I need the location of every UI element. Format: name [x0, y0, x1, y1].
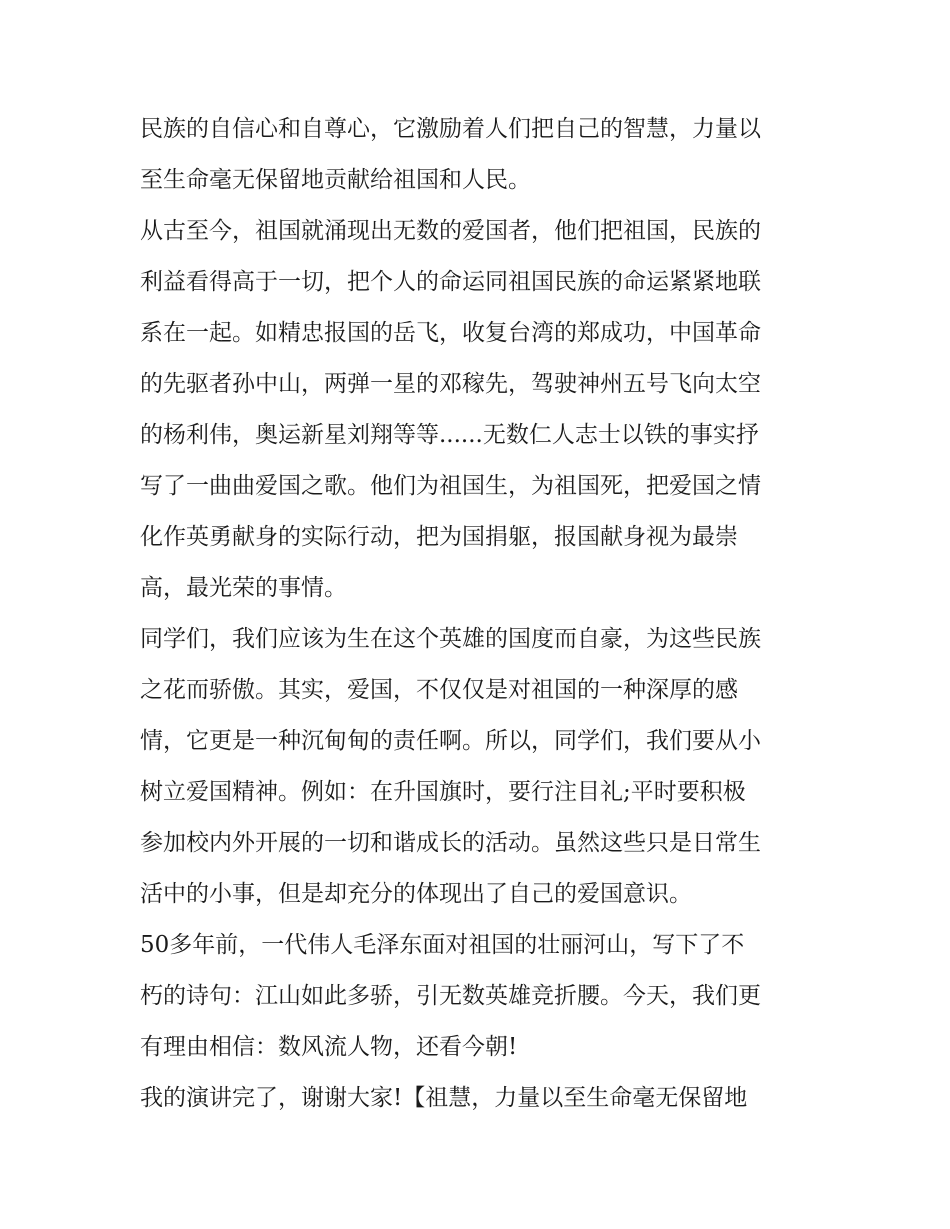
text-line: 民族的自信心和自尊心，它激励着人们把自己的智慧，力量以 — [140, 116, 761, 142]
text-line: 同学们，我们应该为生在这个英雄的国度而自豪，为这些民族 — [140, 626, 761, 652]
text-line: 有理由相信：数风流人物，还看今朝! — [140, 1034, 518, 1060]
text-line: 写了一曲曲爱国之歌。他们为祖国生，为祖国死，把爱国之情 — [140, 473, 761, 499]
text-line: 利益看得高于一切，把个人的命运同祖国民族的命运紧紧地联 — [140, 269, 761, 295]
text-line: 的先驱者孙中山，两弹一星的邓稼先，驾驶神州五号飞向太空 — [140, 371, 761, 397]
text-line: 朽的诗句：江山如此多骄，引无数英雄竞折腰。今天，我们更 — [140, 983, 761, 1009]
text-line: 参加校内外开展的一切和谐成长的活动。虽然这些只是日常生 — [140, 830, 761, 856]
text-line: 系在一起。如精忠报国的岳飞，收复台湾的郑成功，中国革命 — [140, 320, 761, 346]
text-line: 从古至今，祖国就涌现出无数的爱国者，他们把祖国，民族的 — [140, 218, 761, 244]
text-line: 50多年前，一代伟人毛泽东面对祖国的壮丽河山，写下了不 — [140, 932, 745, 958]
text-line: 情，它更是一种沉甸甸的责任啊。所以，同学们，我们要从小 — [140, 728, 761, 754]
text-line: 我的演讲完了，谢谢大家!【祖慧，力量以至生命毫无保留地 — [140, 1085, 748, 1111]
text-line: 高，最光荣的事情。 — [140, 575, 347, 601]
text-line: 至生命毫无保留地贡献给祖国和人民。 — [140, 167, 531, 193]
text-line: 活中的小事，但是却充分的体现出了自己的爱国意识。 — [140, 881, 692, 907]
text-line: 树立爱国精神。例如：在升国旗时，要行注目礼;平时要积极 — [140, 779, 746, 805]
text-line: 的杨利伟，奥运新星刘翔等等......无数仁人志士以铁的事实抒 — [140, 422, 759, 448]
document-body — [140, 104, 830, 1124]
text-line: 化作英勇献身的实际行动，把为国捐躯，报国献身视为最崇 — [140, 524, 738, 550]
text-line: 之花而骄傲。其实，爱国，不仅仅是对祖国的一种深厚的感 — [140, 677, 738, 703]
